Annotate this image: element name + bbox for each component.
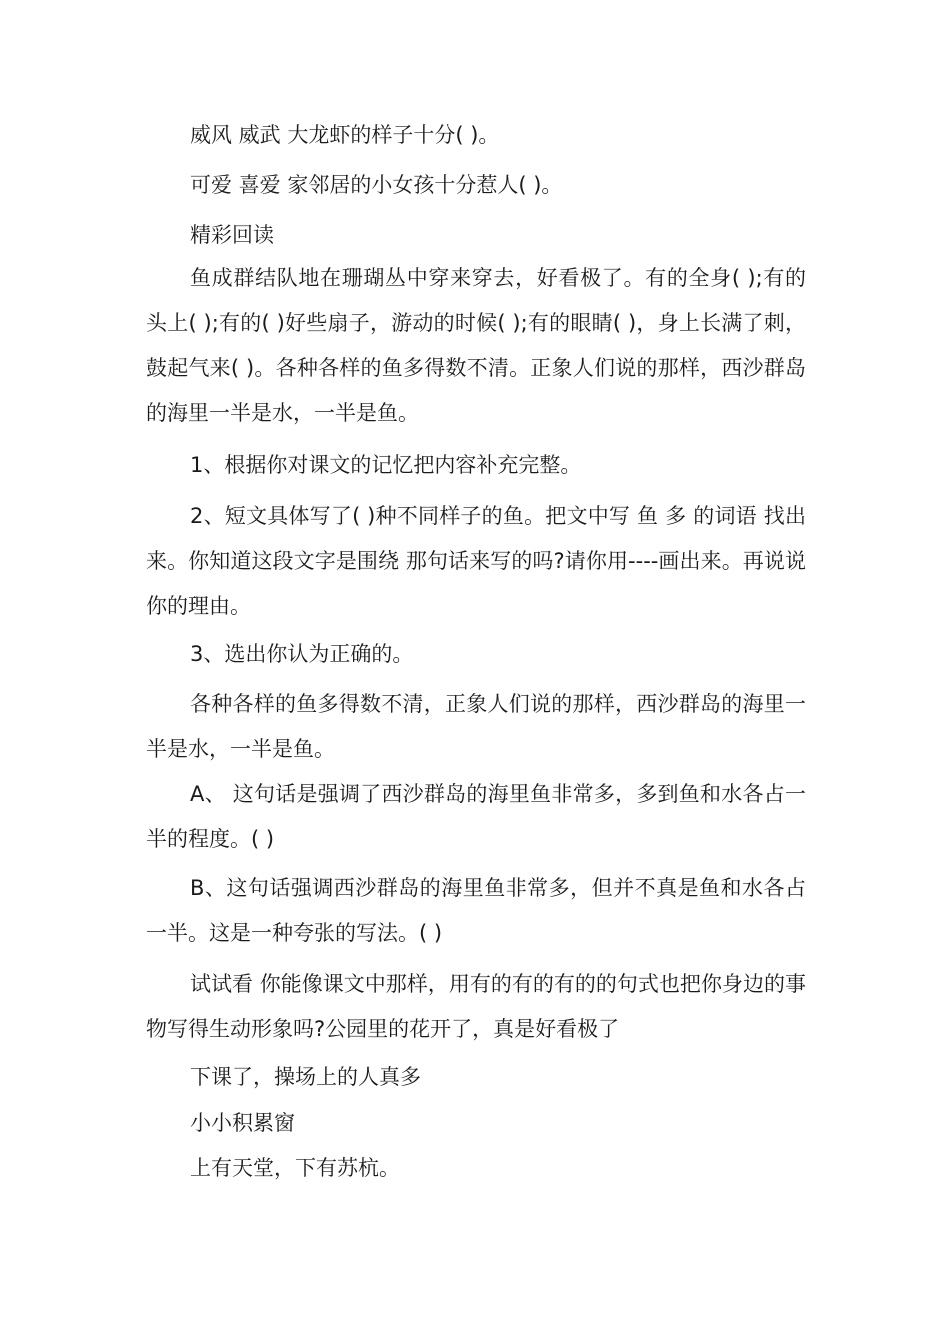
paragraph-question-3: 3、选出你认为正确的。	[190, 642, 414, 666]
paragraph-question-1: 1、根据你对课文的记忆把内容补充完整。	[190, 453, 582, 477]
paragraph-passage: 鱼成群结队地在珊瑚丛中穿来穿去，好看极了。有的全身( );有的头上( );有的( )好些扇子，游动的时候( );有的眼睛( )，身上长满了刺，鼓起气来( )。各种各样的鱼多得数不清。正象人们说的那样，西沙群岛的海里一半是水，一半是鱼。	[146, 266, 806, 425]
paragraph-section-title-accumulate: 小小积累窗	[190, 1111, 295, 1135]
paragraph-1: 威风 威武 大龙虾的样子十分( )。	[190, 123, 500, 147]
paragraph-option-a: A、 这句话是强调了西沙群岛的海里鱼非常多，多到鱼和水各占一半的程度。( )	[146, 782, 806, 851]
paragraph-option-b: B、这句话强调西沙群岛的海里鱼非常多，但并不真是鱼和水各占一半。这是一种夸张的写法。( )	[146, 876, 806, 945]
paragraph-after-class: 下课了，操场上的人真多	[190, 1065, 421, 1089]
paragraph-2: 可爱 喜爱 家邻居的小女孩十分惹人( )。	[190, 173, 563, 197]
paragraph-question-2: 2、短文具体写了( )种不同样子的鱼。把文中写 鱼 多 的词语 找出来。你知道这段文字是围绕 那句话来写的吗?请你用----画出来。再说说你的理由。	[146, 504, 806, 618]
paragraph-section-title-review: 精彩回读	[190, 223, 274, 247]
paragraph-proverb: 上有天堂，下有苏杭。	[190, 1156, 400, 1180]
paragraph-quoted-sentence: 各种各样的鱼多得数不清，正象人们说的那样，西沙群岛的海里一半是水，一半是鱼。	[146, 692, 806, 761]
paragraph-try-it: 试试看 你能像课文中那样，用有的有的有的的句式也把你身边的事物写得生动形象吗?公园里的花开了，真是好看极了	[146, 972, 806, 1041]
